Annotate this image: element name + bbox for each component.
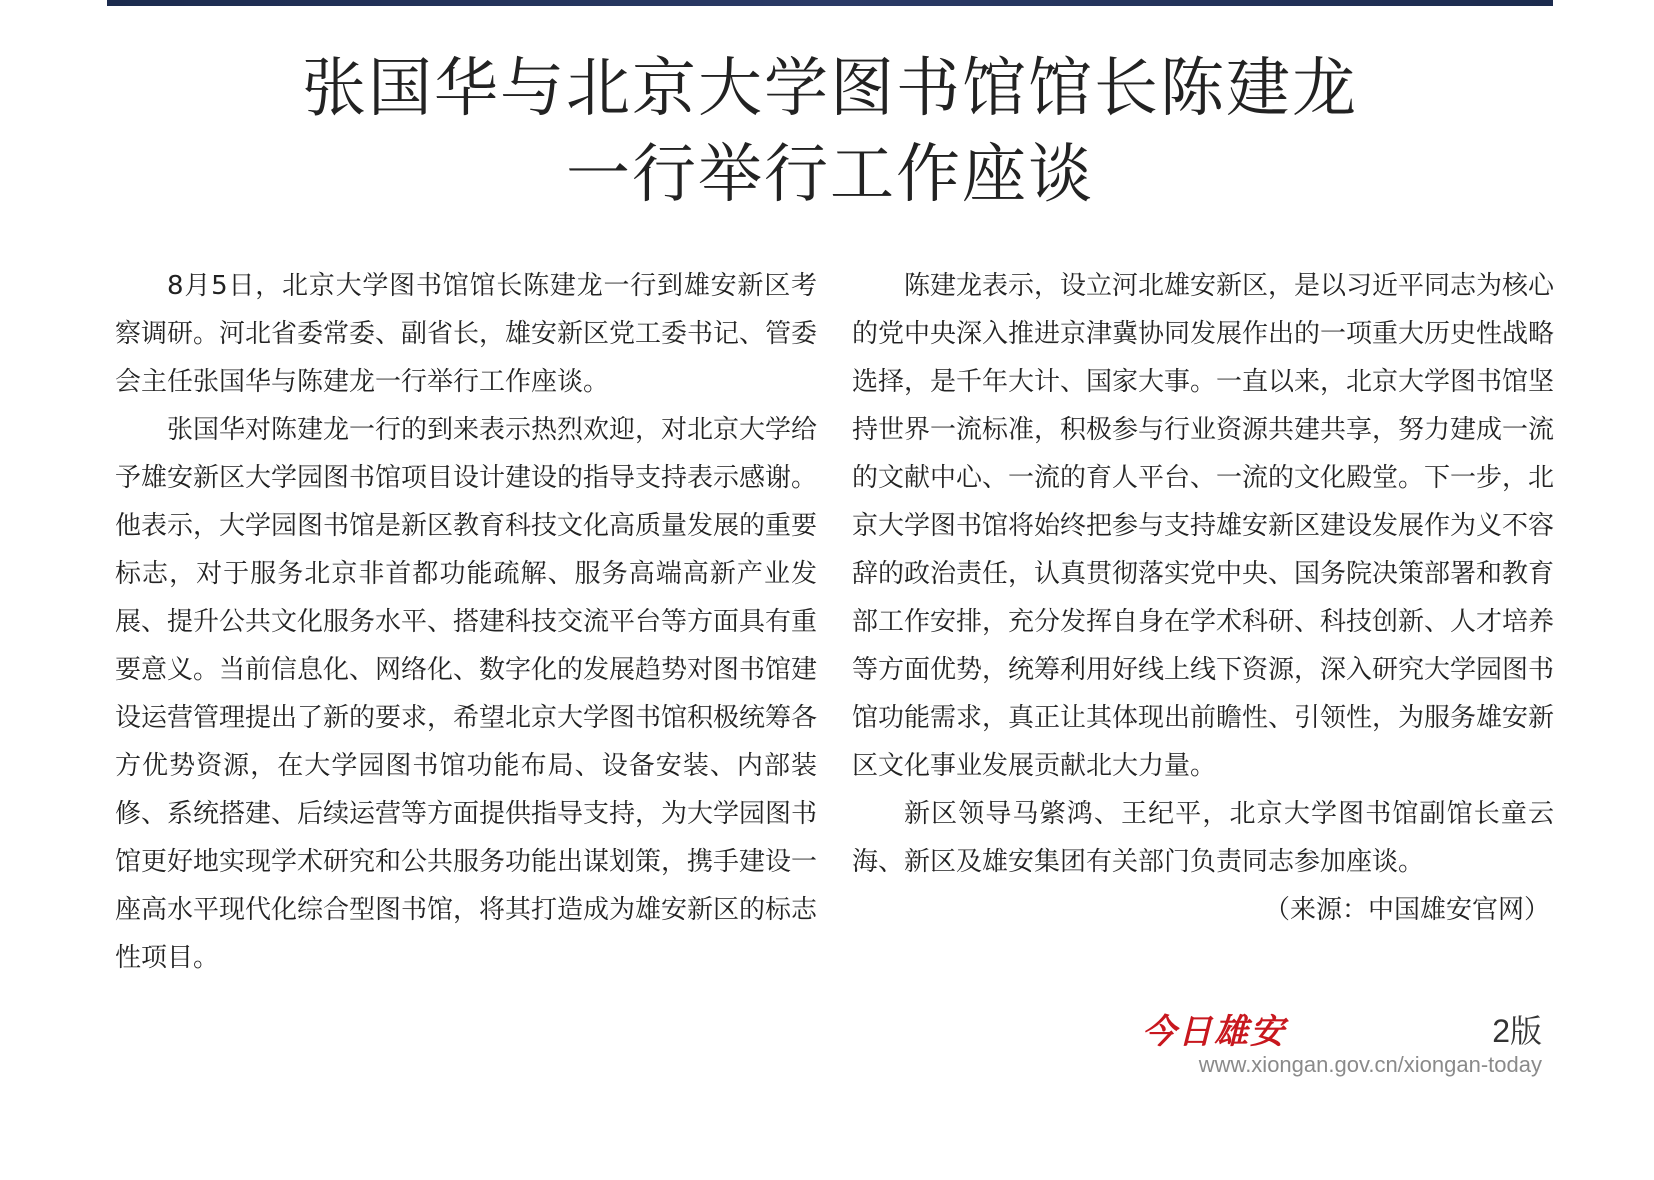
headline-line-2: 一行举行工作座谈	[566, 138, 1094, 212]
paragraph: 8月5日，北京大学图书馆馆长陈建龙一行到雄安新区考察调研。河北省委常委、副省长，雄安新区党工委书记、管委会主任张国华与陈建龙一行举行工作座谈。	[115, 271, 818, 397]
top-rule	[107, 0, 1553, 6]
paragraph: 陈建龙表示，设立河北雄安新区，是以习近平同志为核心的党中央深入推进京津冀协同发展作出的一项重大历史性战略选择，是千年大计、国家大事。一直以来，北京大学图书馆坚持世界一流标准，积极参与行业资源共建共享，努力建成一流的文献中心、一流的育人平台、一流的文化殿堂。下一步，北京大学图书馆将始终把参与支持雄安新区建设发展作为义不容辞的政治责任，认真贯彻落实党中央、国务院决策部署和教育部工作安排，充分发挥自身在学术科研、科技创新、人才培养等方面优势，统筹利用好线上线下资源，深入研究大学园图书馆功能需求，真正让其体现出前瞻性、引领性，为服务雄安新区文化事业发展贡献北大力量。	[852, 271, 1555, 781]
brand-logo: 今日雄安	[1142, 1012, 1286, 1052]
paragraph: 张国华对陈建龙一行的到来表示热烈欢迎，对北京大学给予雄安新区大学园图书馆项目设计建设的指导支持表示感谢。他表示，大学园图书馆是新区教育科技文化高质量发展的重要标志，对于服务北京非首都功能疏解、服务高端高新产业发展、提升公共文化服务水平、搭建科技交流平台等方面具有重要意义。当前信息化、网络化、数字化的发展趋势对图书馆建设运营管理提出了新的要求，希望北京大学图书馆积极统筹各方优势资源，在大学园图书馆功能布局、设备安装、内部装修、系统搭建、后续运营等方面提供指导支持，为大学园图书馆更好地实现学术研究和公共服务功能出谋划策，携手建设一座高水平现代化综合型图书馆，将其打造成为雄安新区的标志性项目。	[115, 415, 818, 973]
edition-number: 2版	[1492, 1013, 1542, 1049]
source-credit: （来源：中国雄安官网）	[1263, 895, 1550, 925]
headline-line-1: 张国华与北京大学图书馆馆长陈建龙	[302, 52, 1358, 126]
right-column	[852, 262, 1554, 934]
paragraph: 新区领导马綮鸿、王纪平，北京大学图书馆副馆长童云海、新区及雄安集团有关部门负责同志参加座谈。	[852, 799, 1554, 877]
article-headline	[107, 46, 1553, 218]
website-url[interactable]: www.xiongan.gov.cn/xiongan-today	[1198, 1052, 1542, 1077]
left-column	[115, 262, 817, 982]
masthead	[1142, 1004, 1542, 1084]
